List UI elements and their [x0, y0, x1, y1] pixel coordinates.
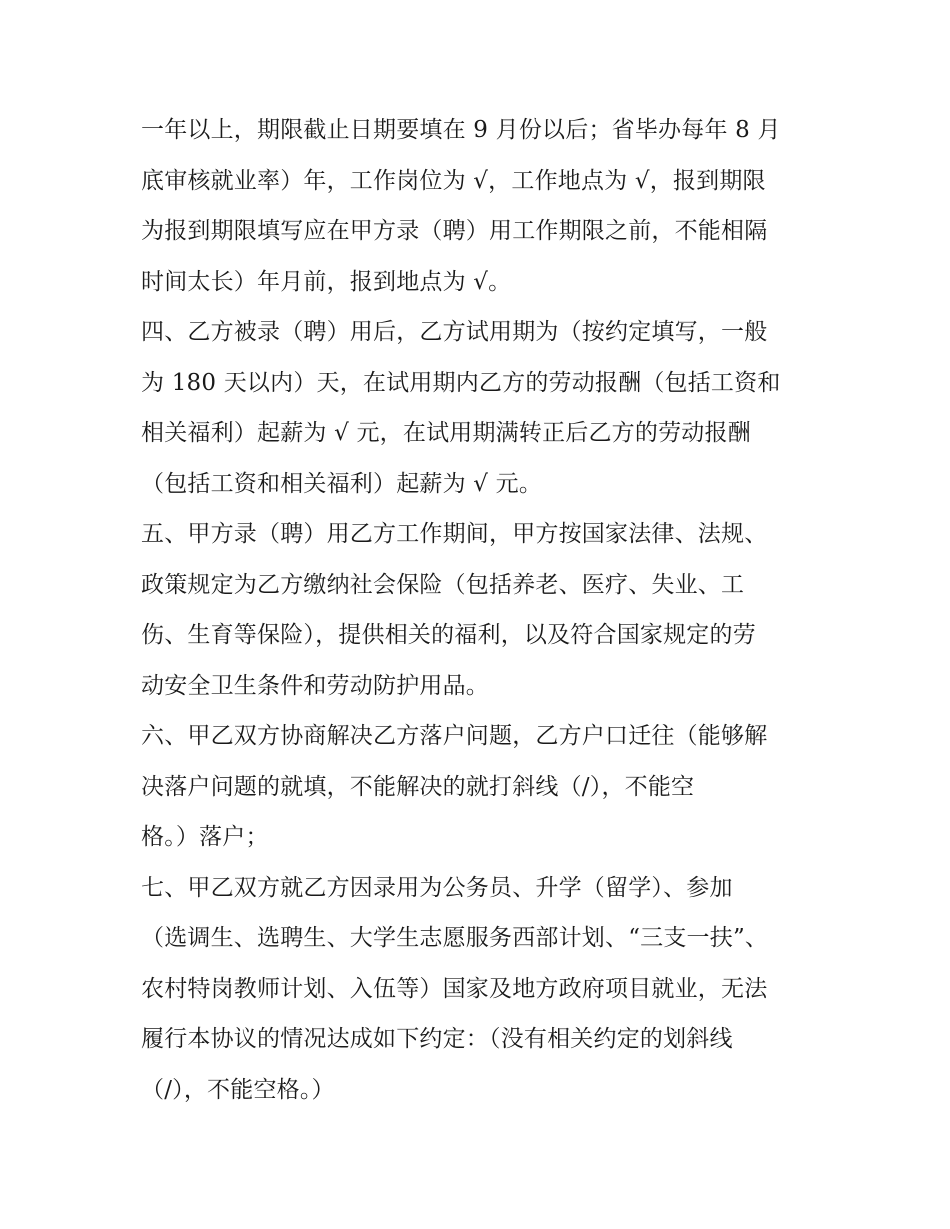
- text-line-2: 底审核就业率）年，工作岗位为 √，工作地点为 √，报到期限: [141, 168, 766, 194]
- text-line-9: 五、甲方录（聘）用乙方工作期间，甲方按国家法律、法规、: [141, 521, 768, 547]
- text-line-1: 一年以上，期限截止日期要填在 9 月份以后；省毕办每年 8 月: [141, 117, 781, 143]
- text-line-14: 决落户问题的就填，不能解决的就打斜线（/），不能空: [141, 774, 695, 800]
- text-line-17: （选调生、选聘生、大学生志愿服务西部计划、“三支一扶”、: [141, 925, 769, 951]
- text-line-18: 农村特岗教师计划、入伍等）国家及地方政府项目就业，无法: [141, 976, 768, 1002]
- text-line-8: （包括工资和相关福利）起薪为 √ 元。: [141, 471, 543, 497]
- text-line-10: 政策规定为乙方缴纳社会保险（包括养老、医疗、失业、工: [141, 572, 745, 598]
- text-line-4: 时间太长）年月前，报到地点为 √。: [141, 269, 512, 295]
- text-line-5: 四、乙方被录（聘）用后，乙方试用期为（按约定填写，一般: [141, 319, 768, 345]
- text-line-15: 格。）落户；: [141, 824, 269, 850]
- text-line-7: 相关福利）起薪为 √ 元，在试用期满转正后乙方的劳动报酬: [141, 420, 751, 446]
- text-line-16: 七、甲乙双方就乙方因录用为公务员、升学（留学）、参加: [141, 875, 733, 901]
- text-line-20: （/），不能空格。）: [141, 1077, 335, 1103]
- text-line-19: 履行本协议的情况达成如下约定：（没有相关约定的划斜线: [141, 1026, 733, 1052]
- text-line-12: 动安全卫生条件和劳动防护用品。: [141, 673, 489, 699]
- text-line-3: 为报到期限填写应在甲方录（聘）用工作期限之前，不能相隔: [141, 218, 768, 244]
- text-line-6: 为 180 天以内）天，在试用期内乙方的劳动报酬（包括工资和: [141, 370, 781, 396]
- text-line-11: 伤、生育等保险），提供相关的福利，以及符合国家规定的劳: [141, 622, 756, 648]
- text-line-13: 六、甲乙双方协商解决乙方落户问题，乙方户口迁往（能够解: [141, 723, 768, 749]
